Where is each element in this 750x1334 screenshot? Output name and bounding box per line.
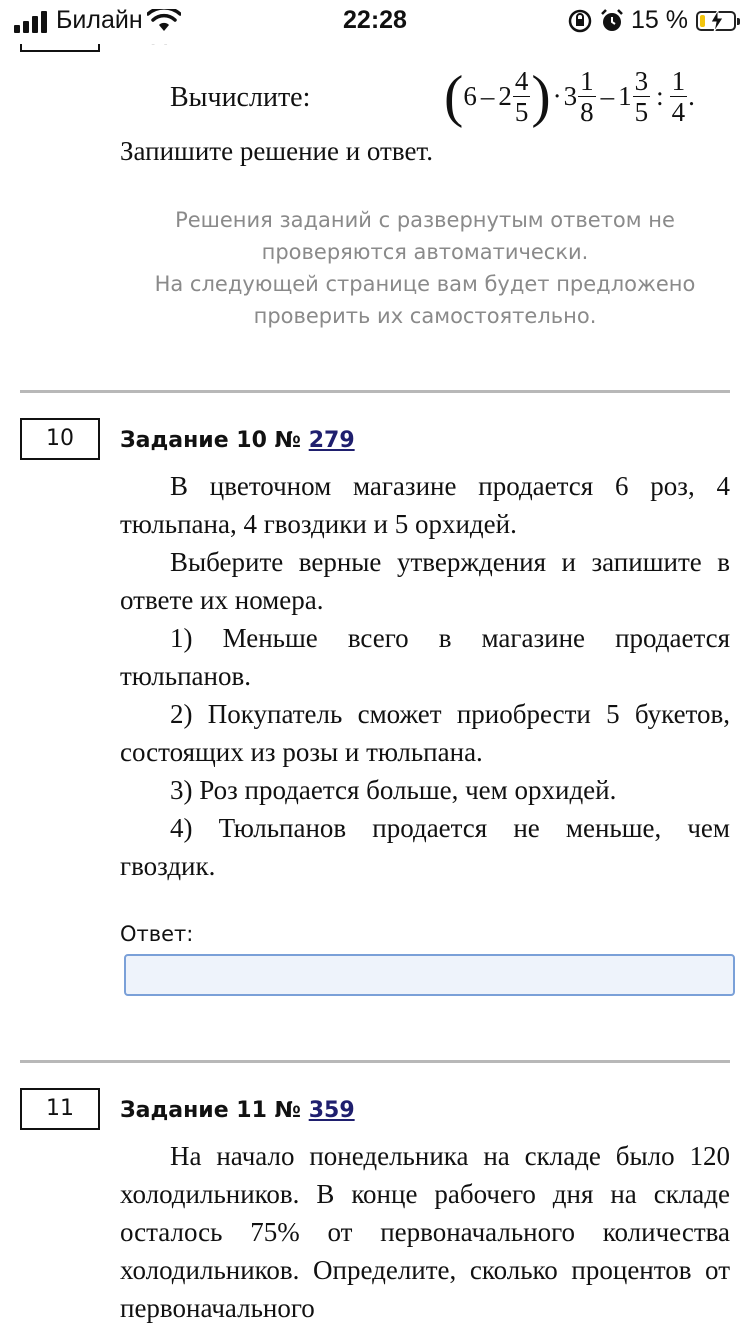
answer-label: Ответ: xyxy=(120,922,194,946)
task-9-note-line2: На следующей странице вам будет предложено проверить их самостоятельно. xyxy=(154,272,696,328)
clock-time: 22:28 xyxy=(343,6,407,34)
fraction-denominator: 8 xyxy=(580,97,594,127)
task-10-paragraph-1: В цветочном магазине продается 6 роз, 4 тюльпана, 4 гвоздики и 5 орхидей. xyxy=(120,471,730,539)
charging-bolt-icon xyxy=(710,10,724,32)
expr-number: 2 xyxy=(498,81,512,111)
expr-operator: · xyxy=(552,81,562,111)
task-11-number-box: 11 xyxy=(20,1088,100,1130)
battery-icon xyxy=(696,11,736,31)
task-10-option-2: 2) Покупатель сможет приобрести 5 букетов, состоящих из розы и тюльпана. xyxy=(120,699,730,767)
battery-percent: 15 % xyxy=(631,6,688,34)
close-paren: ) xyxy=(531,63,551,129)
orientation-lock-icon xyxy=(567,8,593,34)
expr-fraction xyxy=(513,66,531,127)
fraction-numerator: 3 xyxy=(634,66,649,96)
task-10-title xyxy=(120,428,355,453)
fraction-denominator: 5 xyxy=(514,97,529,127)
task-10-paragraph-2: Выберите верные утверждения и запишите в ответе их номера. xyxy=(120,547,730,615)
expr-period: . xyxy=(688,81,695,111)
task-9-note-line1: Решения заданий с развернутым ответом не проверяются автоматически. xyxy=(175,208,675,264)
task-11-title-prefix: Задание 11 № xyxy=(120,1098,302,1123)
alarm-icon xyxy=(599,8,625,34)
fraction-denominator: 4 xyxy=(671,97,686,127)
carrier-name: Билайн xyxy=(56,6,143,34)
task-9-instruction: Вычислите: xyxy=(170,82,311,113)
task-10-link[interactable]: 279 xyxy=(308,428,355,453)
expr-operator: – xyxy=(480,81,495,111)
task-11-link[interactable]: 359 xyxy=(308,1098,355,1123)
fraction-numerator: 4 xyxy=(514,66,529,96)
expr-fraction xyxy=(633,66,651,127)
expr-number: 1 xyxy=(618,81,632,111)
expr-number: 3 xyxy=(563,81,578,111)
task-10-option-4: 4) Тюльпанов продается не меньше, чем гвоздик. xyxy=(120,813,730,881)
task-11-title xyxy=(120,1098,355,1123)
status-bar xyxy=(0,0,750,44)
task-10-option-3: 3) Роз продается больше, чем орхидей. xyxy=(170,775,617,805)
fraction-numerator: 1 xyxy=(671,66,686,96)
fraction-denominator: 5 xyxy=(634,97,649,127)
answer-input[interactable] xyxy=(124,954,735,996)
fraction-numerator: 1 xyxy=(580,66,594,96)
expr-fraction xyxy=(670,66,688,127)
expr-operator: – xyxy=(600,81,615,111)
expr-fraction xyxy=(578,66,596,127)
expr-number: 6 xyxy=(463,81,477,111)
section-divider xyxy=(20,390,730,393)
battery-level xyxy=(700,15,705,27)
task-9-write-solution: Запишите решение и ответ. xyxy=(120,136,433,166)
task-9-expression xyxy=(444,63,695,129)
expr-operator: : xyxy=(656,81,664,111)
task-10-number-box: 10 xyxy=(20,418,100,460)
task-10-option-1: 1) Меньше всего в магазине продается тюльпанов. xyxy=(120,623,730,691)
section-divider xyxy=(20,1060,730,1063)
task-11-paragraph-1: На начало понедельника на складе было 120 холодильников. В конце рабочего дня на складе осталось 75% от первоначального количества холодильников. Определите, сколько процентов от первоначального xyxy=(120,1141,730,1323)
open-paren: ( xyxy=(444,63,464,129)
task-10-title-prefix: Задание 10 № xyxy=(120,428,302,453)
